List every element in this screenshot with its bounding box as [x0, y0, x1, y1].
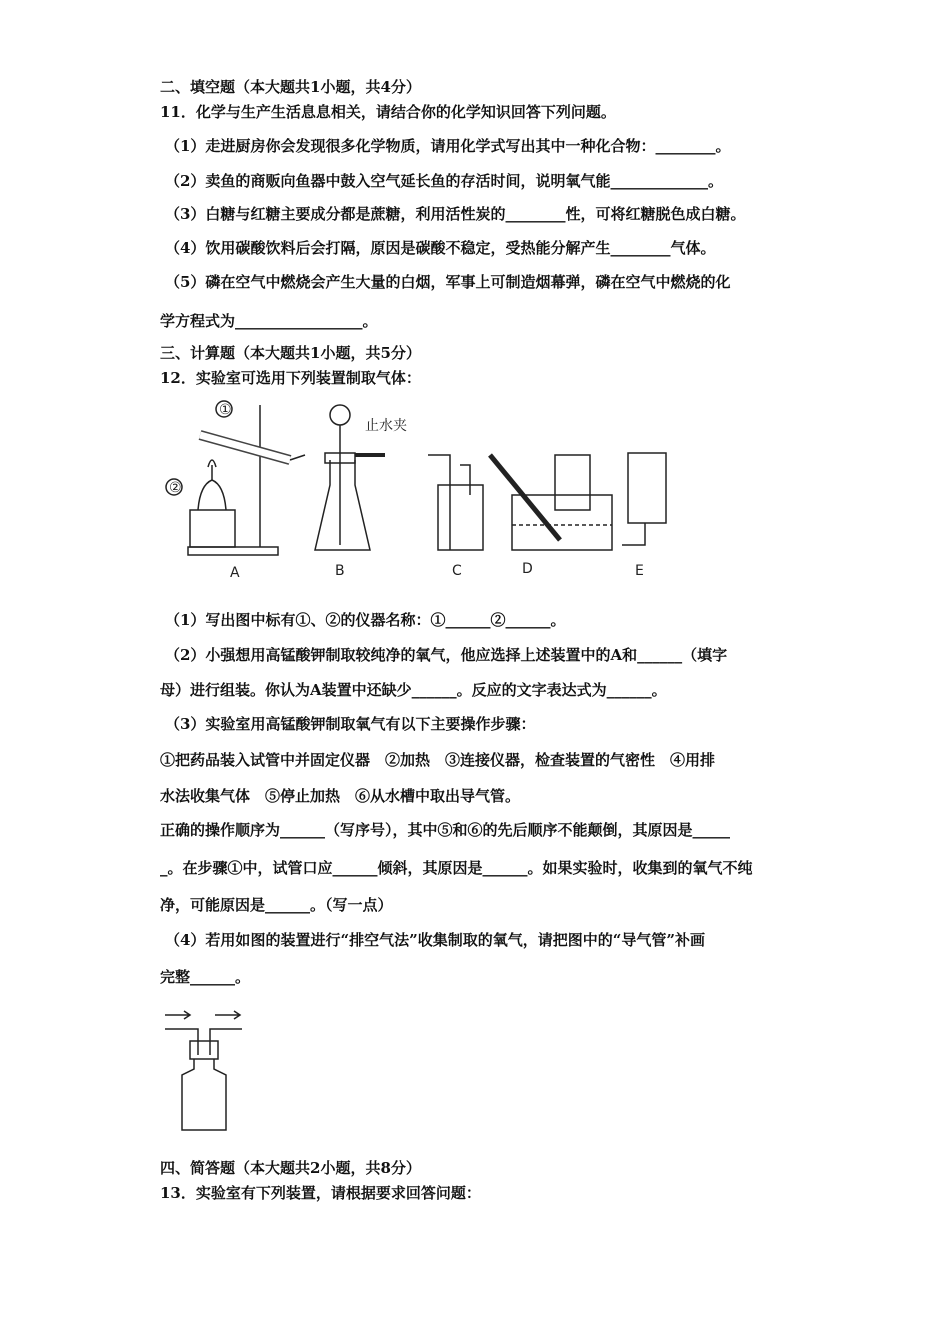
label-a: A — [230, 565, 240, 581]
label-e: E — [635, 563, 644, 579]
q12-part4-cont: 完整______。 — [160, 968, 251, 986]
label-b: B — [335, 563, 345, 579]
q12-part1: （1）写出图中标有①、②的仪器名称：①______②______。 — [165, 611, 566, 629]
q11-part5-cont: 学方程式为_________________。 — [160, 312, 378, 330]
q11-part4: （4）饮用碳酸饮料后会打隔，原因是碳酸不稳定，受热能分解产生________气体。 — [165, 239, 716, 257]
section-heading: 三、计算题（本大题共1小题，共5分） — [160, 344, 421, 362]
q12-order-cont: _。在步骤①中，试管口应______倾斜，其原因是______。如果实验时，收集到的氧气不纯 — [160, 859, 753, 877]
q11-part3: （3）白糖与红糖主要成分都是蔗糖，利用活性炭的________性，可将红糖脱色成白糖。 — [165, 205, 746, 223]
q12-order: 正确的操作顺序为______（写序号），其中⑤和⑥的先后顺序不能颠倒，其原因是_____ — [160, 821, 731, 839]
q12-part3: （3）实验室用高锰酸钾制取氧气有以下主要操作步骤： — [165, 715, 536, 733]
q11-part2: （2）卖鱼的商贩向鱼器中鼓入空气延长鱼的存活时间，说明氧气能_____________。 — [165, 172, 723, 190]
apparatus-figure — [160, 395, 680, 585]
section-heading: 四、简答题（本大题共2小题，共8分） — [160, 1159, 421, 1177]
q12-part4: （4）若用如图的装置进行“排空气法”收集制取的氧气，请把图中的“导气管”补画 — [165, 931, 705, 949]
q12-order-cont2: 净，可能原因是______。（写一点） — [160, 896, 393, 914]
q12-steps: ①把药品装入试管中并固定仪器 ②加热 ③连接仪器，检查装置的气密性 ④用排 — [160, 751, 716, 769]
q12-part2: （2）小强想用高锰酸钾制取较纯净的氧气，他应选择上述装置中的A和______（填字 — [165, 646, 728, 664]
question-13: 13．实验室有下列装置，请根据要求回答问题： — [160, 1184, 481, 1202]
question-11: 11．化学与生产生活息息相关，请结合你的化学知识回答下列问题。 — [160, 103, 616, 121]
q11-part5: （5）磷在空气中燃烧会产生大量的白烟，军事上可制造烟幕弹，磷在空气中燃烧的化 — [165, 273, 731, 291]
clamp-label: 止水夹 — [365, 418, 407, 434]
q11-part1: （1）走进厨房你会发现很多化学物质，请用化学式写出其中一种化合物：________。 — [165, 137, 731, 155]
gas-bottle-figure — [160, 1005, 260, 1135]
marker-1: ① — [219, 402, 232, 418]
q12-steps-cont: 水法收集气体 ⑤停止加热 ⑥从水槽中取出导气管。 — [160, 787, 521, 805]
label-d: D — [522, 561, 533, 577]
question-12: 12．实验室可选用下列装置制取气体： — [160, 369, 421, 387]
marker-2: ② — [169, 480, 182, 496]
q12-part2-cont: 母）进行组装。你认为A装置中还缺少______。反应的文字表达式为______。 — [160, 681, 667, 699]
section-heading: 二、填空题（本大题共1小题，共4分） — [160, 78, 421, 96]
label-c: C — [452, 563, 462, 579]
